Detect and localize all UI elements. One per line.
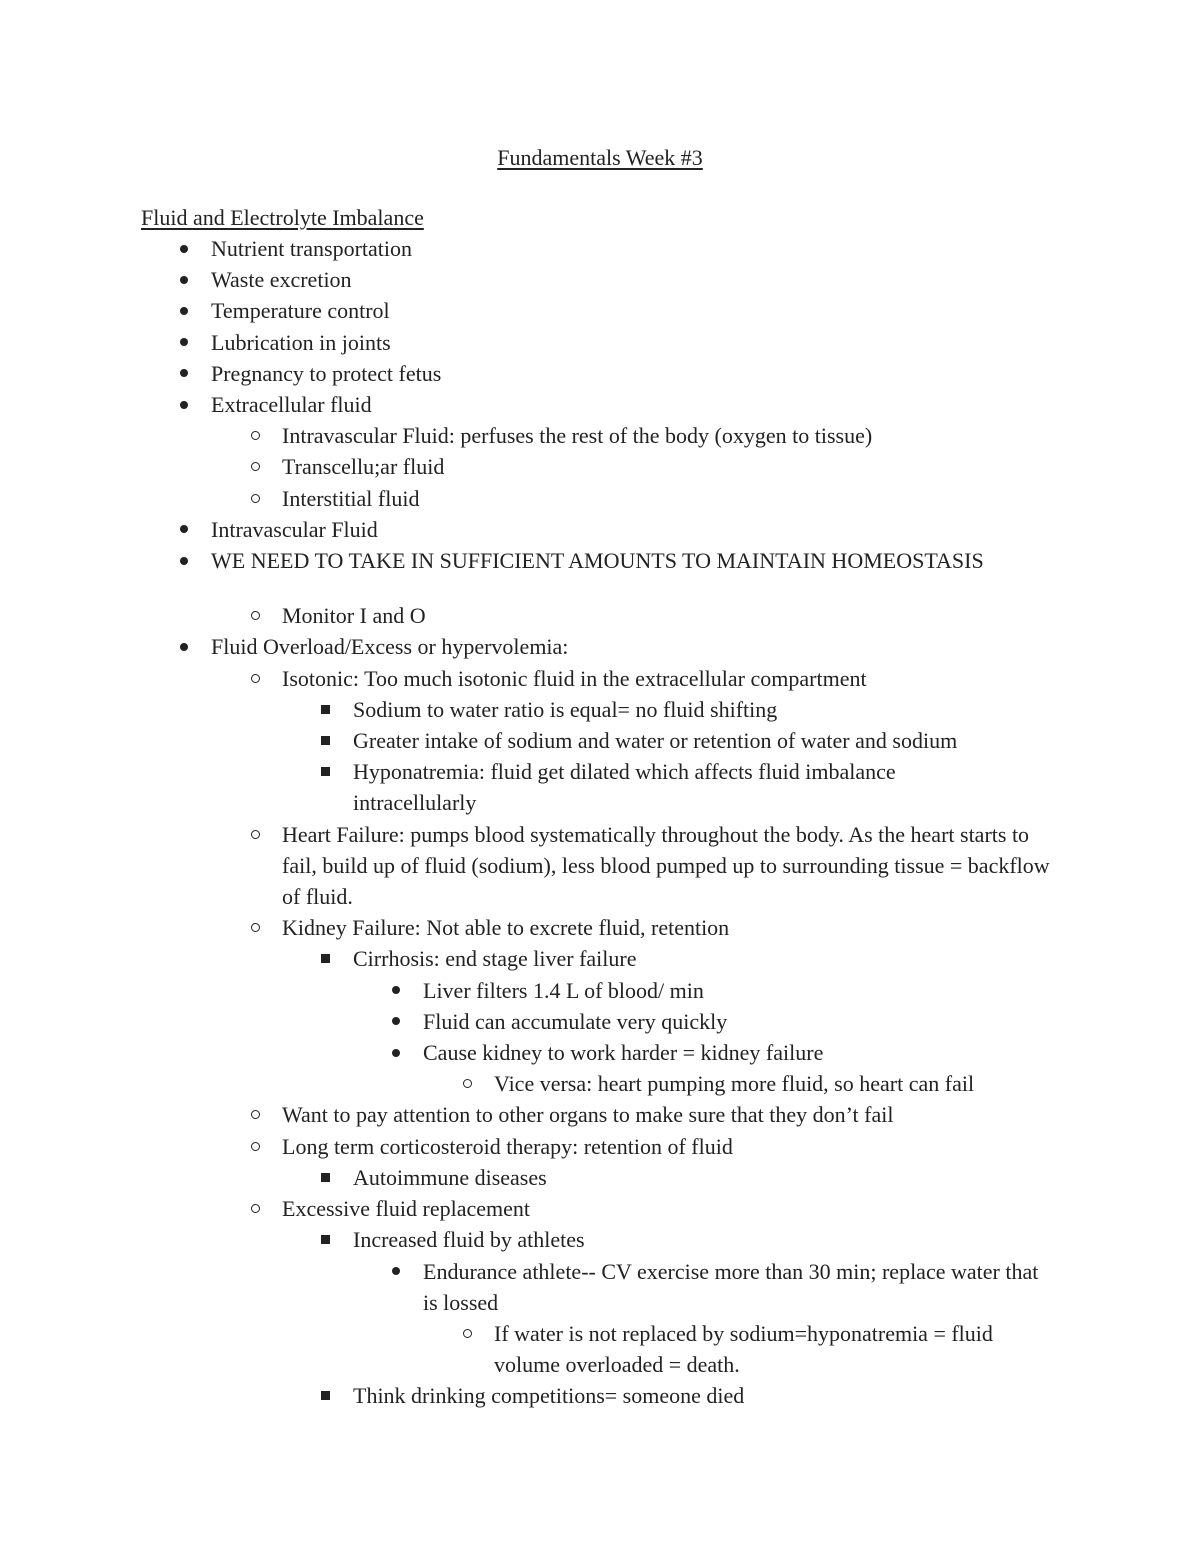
list-item-level-3	[0, 725, 1200, 756]
disc-bullet-icon	[177, 389, 191, 420]
list-item-text: Heart Failure: pumps blood systematically throughout the body. As the heart starts to fail, build up of fluid (sodium), less blood pumped up to surrounding tissue = backflow of fluid.	[282, 821, 1050, 910]
list-item-text: Intravascular Fluid: perfuses the rest of the body (oxygen to tissue)	[282, 423, 873, 449]
list-item-level-2	[0, 451, 1200, 482]
list-item-text: WE NEED TO TAKE IN SUFFICIENT AMOUNTS TO MAINTAIN HOMEOSTASIS	[211, 548, 984, 574]
list-item-level-2	[0, 819, 1200, 913]
list-item-level-4	[0, 1006, 1200, 1037]
list-item-level-4	[0, 1037, 1200, 1068]
list-item-level-4	[0, 975, 1200, 1006]
disc-bullet-icon	[389, 1256, 403, 1287]
list-item-text: Endurance athlete-- CV exercise more than 30 min; replace water that is lossed	[423, 1258, 1039, 1315]
disc-bullet-icon	[177, 514, 191, 545]
disc-bullet-icon	[177, 233, 191, 264]
list-item-text: Want to pay attention to other organs to make sure that they don’t fail	[282, 1102, 894, 1128]
circle-bullet-icon	[248, 1099, 262, 1130]
list-item-level-2	[0, 912, 1200, 943]
list-item-text: Pregnancy to protect fetus	[211, 360, 442, 386]
list-item-text: If water is not replaced by sodium=hyponatremia = fluid volume overloaded = death.	[494, 1320, 993, 1378]
list-item-text: Isotonic: Too much isotonic fluid in the extracellular compartment	[282, 665, 867, 691]
list-item-text: Liver filters 1.4 L of blood/ min	[423, 977, 704, 1003]
list-item-text: Nutrient transportation	[211, 236, 413, 261]
list-item-text: Temperature control	[211, 298, 390, 324]
list-item-level-3	[0, 1224, 1200, 1255]
square-bullet-icon	[318, 1162, 332, 1193]
list-item-text: Autoimmune diseases	[353, 1164, 547, 1190]
circle-bullet-icon	[460, 1318, 474, 1349]
disc-bullet-icon	[177, 545, 191, 576]
list-item-level-2	[0, 1193, 1200, 1224]
list-item-level-2	[0, 420, 1200, 451]
circle-bullet-icon	[248, 420, 262, 451]
disc-bullet-icon	[177, 295, 191, 326]
list-item-text: Intravascular Fluid	[211, 516, 378, 542]
square-bullet-icon	[318, 694, 332, 725]
list-item-level-2	[0, 663, 1200, 694]
list-item-level-3	[0, 1380, 1200, 1411]
list-item-level-1	[0, 389, 1200, 420]
square-bullet-icon	[318, 1224, 332, 1255]
list-item-text: Kidney Failure: Not able to excrete fluid, retention	[282, 915, 730, 941]
list-item-text: Long term corticosteroid therapy: retention of fluid	[282, 1133, 733, 1159]
list-item-text: Monitor I and O	[282, 603, 426, 629]
disc-bullet-icon	[177, 327, 191, 358]
circle-bullet-icon	[248, 912, 262, 943]
disc-bullet-icon	[177, 358, 191, 389]
list-item-text: Greater intake of sodium and water or retention of water and sodium	[353, 728, 958, 754]
list-item-text: Transcellu;ar fluid	[282, 454, 445, 480]
list-item-text: Fluid Overload/Excess or hypervolemia:	[211, 634, 569, 660]
blank-line	[0, 576, 1200, 600]
list-item-level-1	[0, 358, 1200, 389]
list-item-level-3	[0, 943, 1200, 974]
list-item-text: Fluid can accumulate very quickly	[423, 1008, 728, 1034]
document-title: Fundamentals Week #3	[497, 145, 703, 170]
list-item-text: Extracellular fluid	[211, 392, 372, 418]
disc-bullet-icon	[177, 264, 191, 295]
circle-bullet-icon	[248, 663, 262, 694]
list-item-level-2	[0, 600, 1200, 631]
section-heading: Fluid and Electrolyte Imbalance	[141, 205, 424, 230]
list-item-level-5	[0, 1068, 1200, 1099]
list-item-text: Cause kidney to work harder = kidney failure	[423, 1040, 824, 1066]
disc-bullet-icon	[177, 631, 191, 662]
disc-bullet-icon	[389, 1006, 403, 1037]
circle-bullet-icon	[248, 600, 262, 631]
list-item-level-3	[0, 694, 1200, 725]
circle-bullet-icon	[248, 451, 262, 482]
list-item-text: Cirrhosis: end stage liver failure	[353, 946, 637, 972]
list-item-level-2	[0, 1131, 1200, 1162]
square-bullet-icon	[318, 1380, 332, 1411]
list-item-level-1	[0, 514, 1200, 545]
list-item-level-1	[0, 545, 1200, 576]
list-item-text: Excessive fluid replacement	[282, 1196, 531, 1222]
list-item-level-3	[0, 756, 1200, 818]
list-item-level-1	[0, 631, 1200, 662]
list-item-level-2	[0, 483, 1200, 514]
square-bullet-icon	[318, 943, 332, 974]
circle-bullet-icon	[248, 483, 262, 514]
list-item-level-1	[0, 327, 1200, 358]
square-bullet-icon	[318, 725, 332, 756]
list-item-level-1	[0, 264, 1200, 295]
list-item-text: Waste excretion	[211, 267, 352, 293]
list-item-text: Think drinking competitions= someone died	[353, 1383, 745, 1409]
list-item-text: Interstitial fluid	[282, 485, 420, 511]
square-bullet-icon	[318, 756, 332, 787]
list-item-text: Hyponatremia: fluid get dilated which affects fluid imbalance intracellularly	[353, 759, 896, 816]
disc-bullet-icon	[389, 1037, 403, 1068]
circle-bullet-icon	[248, 819, 262, 850]
list-item-level-1	[0, 233, 1200, 264]
list-item-level-1	[0, 295, 1200, 326]
list-item-level-4	[0, 1256, 1200, 1318]
list-item-text: Lubrication in joints	[211, 329, 391, 355]
disc-bullet-icon	[389, 975, 403, 1006]
circle-bullet-icon	[460, 1068, 474, 1099]
list-item-level-2	[0, 1099, 1200, 1130]
bullet-list	[0, 233, 1200, 1412]
list-item-text: Increased fluid by athletes	[353, 1227, 585, 1253]
list-item-level-3	[0, 1162, 1200, 1193]
circle-bullet-icon	[248, 1193, 262, 1224]
list-item-level-5	[0, 1318, 1200, 1380]
list-item-text: Sodium to water ratio is equal= no fluid shifting	[353, 696, 778, 722]
list-item-text: Vice versa: heart pumping more fluid, so heart can fail	[494, 1071, 975, 1097]
circle-bullet-icon	[248, 1131, 262, 1162]
